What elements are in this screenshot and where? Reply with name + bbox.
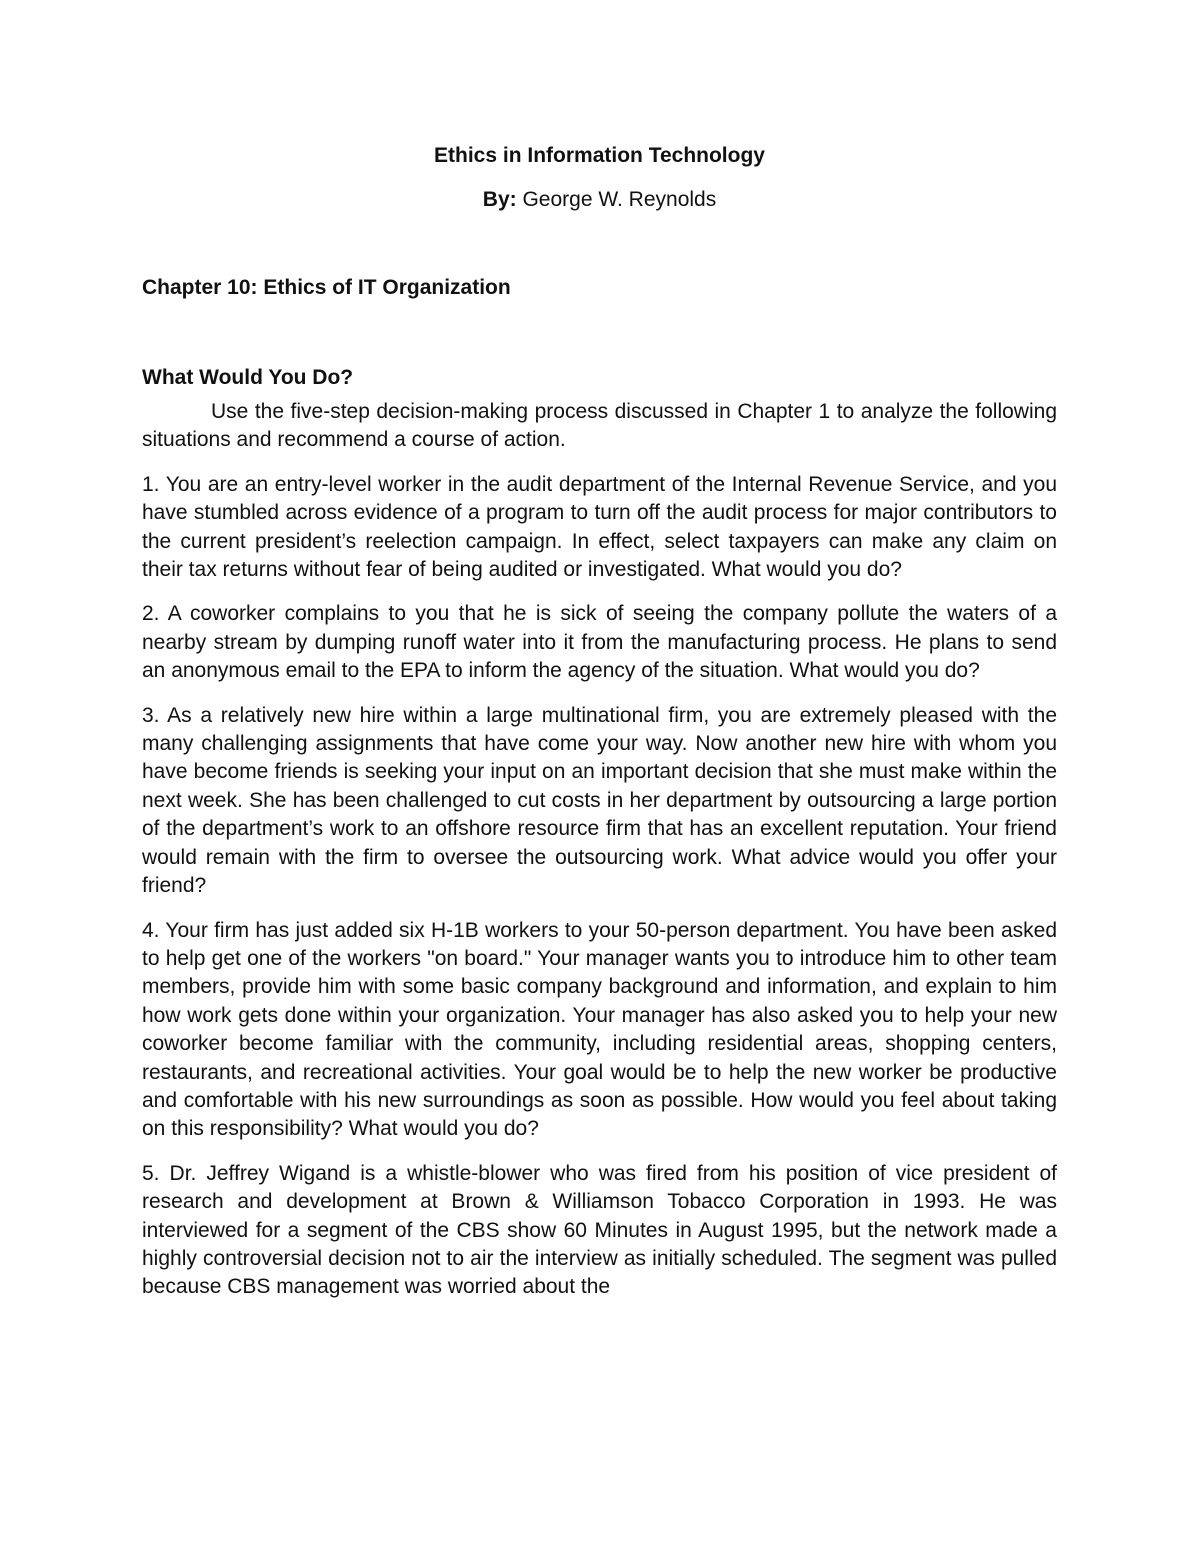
question-4: 4. Your firm has just added six H-1B workers to your 50-person department. You have been asked to help get one of the workers "on board." Your manager wants you to introduce him to other team members, provide him with some basic company background and information, and explain to him how work gets done within your organization. Your manager has also asked you to help your new coworker become familiar with the community, including residential areas, shopping centers, restaurants, and recreational activities. Your goal would be to help the new worker be productive and comfortable with his new surroundings as soon as possible. How would you feel about taking on this responsibility? What would you do?: [142, 918, 1057, 1141]
question-5: 5. Dr. Jeffrey Wigand is a whistle-blower who was fired from his position of vice president of research and development at Brown & Williamson Tobacco Corporation in 1993. He was interviewed for a segment of the CBS show 60 Minutes in August 1995, but the network made a highly controversial decision not to air the interview as initially scheduled. The segment was pulled because CBS management was worried about the: [142, 1161, 1057, 1299]
byline-author: George W. Reynolds: [516, 188, 717, 211]
question-3: 3. As a relatively new hire within a large multinational firm, you are extremely pleased with the many challenging assignments that have come your way. Now another new hire with whom you have become friends is seeking your input on an important decision that she must make within the next week. She has been challenged to cut costs in her department by outsourcing a large portion of the department’s work to an offshore resource firm that has an excellent reputation. Your friend would remain with the firm to oversee the outsourcing work. What advice would you offer your friend?: [142, 703, 1057, 898]
question-1: 1. You are an entry-level worker in the audit department of the Internal Revenue Service, and you have stumbled across evidence of a program to turn off the audit process for major contributors to the current president’s reelection campaign. In effect, select taxpayers can make any claim on their tax returns without fear of being audited or investigated. What would you do?: [142, 472, 1057, 582]
chapter-heading: Chapter 10: Ethics of IT Organization: [142, 276, 511, 299]
document-title: Ethics in Information Technology: [434, 144, 765, 167]
document-byline: [142, 184, 1057, 216]
byline-label: By:: [482, 188, 517, 211]
document-page: [142, 140, 1057, 1302]
intro-paragraph: Use the five-step decision-making process discussed in Chapter 1 to analyze the following situations and recommend a course of action.: [142, 400, 1057, 452]
question-2: 2. A coworker complains to you that he is sick of seeing the company pollute the waters of a nearby stream by dumping runoff water into it from the manufacturing process. He plans to send an anonymous email to the EPA to inform the agency of the situation. What would you do?: [142, 602, 1057, 683]
section-heading: What Would You Do?: [142, 366, 354, 389]
